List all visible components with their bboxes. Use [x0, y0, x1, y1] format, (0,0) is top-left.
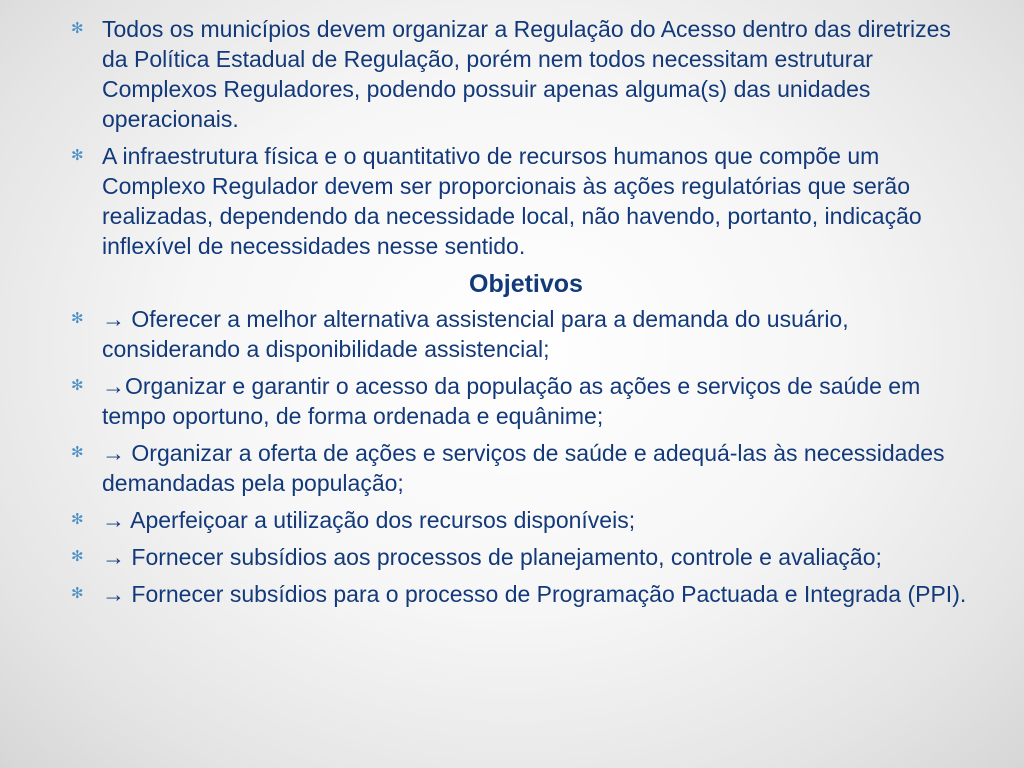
asterisk-bullet-icon: ✻ [71, 548, 84, 565]
intro-item [70, 141, 968, 261]
objectives-heading: Objetivos [469, 270, 583, 298]
objective-item [70, 304, 968, 364]
asterisk-bullet-icon: ✻ [71, 20, 84, 37]
asterisk-bullet-icon: ✻ [71, 310, 84, 327]
objective-item [70, 579, 968, 609]
objective-item [70, 505, 968, 535]
intro-item-text: Todos os municípios devem organizar a Regulação do Acesso dentro das diretrizes da Política Estadual de Regulação, porém nem todos necessitam estruturar Complexos Reguladores, podendo possuir apenas alguma(s) das unidades operacionais. [102, 16, 951, 132]
asterisk-bullet-icon: ✻ [71, 147, 84, 164]
objective-item-text: → Fornecer subsídios aos processos de planejamento, controle e avaliação; [102, 544, 882, 570]
intro-item [70, 14, 968, 134]
objective-item [70, 438, 968, 498]
asterisk-bullet-icon: ✻ [71, 444, 84, 461]
asterisk-bullet-icon: ✻ [71, 585, 84, 602]
intro-list [70, 14, 968, 261]
objective-item-text: → Aperfeiçoar a utilização dos recursos disponíveis; [102, 507, 636, 533]
objective-item [70, 542, 968, 572]
objective-item-text: → Fornecer subsídios para o processo de Programação Pactuada e Integrada (PPI). [102, 581, 967, 607]
asterisk-bullet-icon: ✻ [71, 511, 84, 528]
objective-item-text: →Organizar e garantir o acesso da população as ações e serviços de saúde em tempo oportuno, de forma ordenada e equânime; [102, 373, 921, 429]
intro-item-text: A infraestrutura física e o quantitativo de recursos humanos que compõe um Complexo Regulador devem ser proporcionais às ações regulatórias que serão realizadas, dependendo da necessidade local, não havendo, portanto, indicação inflexível de necessidades nesse sentido. [102, 143, 922, 259]
objective-item-text: → Oferecer a melhor alternativa assistencial para a demanda do usuário, considerando a disponibilidade assistencial; [102, 306, 849, 362]
objective-item [70, 371, 968, 431]
objective-item-text: → Organizar a oferta de ações e serviços de saúde e adequá-las às necessidades demandadas pela população; [102, 440, 945, 496]
asterisk-bullet-icon: ✻ [71, 377, 84, 394]
objectives-list [70, 304, 968, 609]
